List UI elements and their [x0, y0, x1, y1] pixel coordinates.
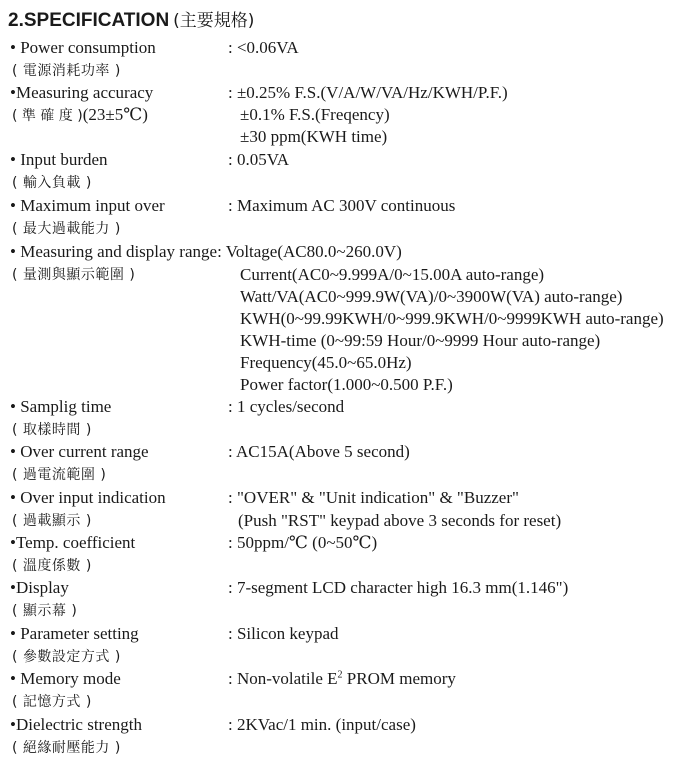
- measuring-accuracy-value: : ±0.25% F.S.(V/A/W/VA/Hz/KWH/P.F.): [228, 83, 508, 102]
- parameter-setting-value: : Silicon keypad: [228, 624, 339, 643]
- memory-mode-superscript: 2: [337, 669, 343, 681]
- over-input-label: • Over input indication: [10, 488, 166, 507]
- input-burden-label: • Input burden: [10, 150, 108, 169]
- accuracy-condition: (23±5℃): [82, 105, 148, 124]
- memory-mode-value: [228, 668, 456, 690]
- measuring-range-label: • Measuring and display range: Voltage(AC80.0~260.0V): [10, 242, 402, 261]
- section-title-chinese: (主要規格): [173, 11, 255, 31]
- range-power-factor: Power factor(1.000~0.500 P.F.): [240, 375, 453, 394]
- measuring-accuracy-label: •Measuring accuracy: [10, 83, 154, 102]
- input-burden-chinese: ( 輸入負載 ): [12, 175, 92, 191]
- power-consumption-value: : <0.06VA: [228, 38, 299, 57]
- measuring-accuracy-kwh-time: ±30 ppm(KWH time): [240, 127, 388, 146]
- parameter-setting-chinese: ( 參數設定方式 ): [12, 649, 121, 665]
- section-title: 2.SPECIFICATION: [8, 10, 170, 31]
- over-input-value: : "OVER" & "Unit indication" & "Buzzer": [228, 488, 519, 507]
- memory-mode-chinese: ( 記憶方式 ): [12, 694, 92, 710]
- memory-mode-value-suffix: PROM memory: [342, 669, 456, 688]
- input-burden-value: : 0.05VA: [228, 150, 290, 169]
- display-label: •Display: [10, 578, 69, 597]
- over-input-chinese: ( 過載顯示 ): [12, 513, 92, 529]
- power-consumption-chinese: ( 電源消耗功率 ): [12, 63, 121, 79]
- parameter-setting-label: • Parameter setting: [10, 624, 139, 643]
- over-input-reset-note: (Push "RST" keypad above 3 seconds for reset): [238, 511, 562, 530]
- sampling-time-value: : 1 cycles/second: [228, 397, 345, 416]
- temp-coefficient-value: : 50ppm/℃ (0~50℃): [228, 533, 378, 552]
- over-current-value: : AC15A(Above 5 second): [228, 442, 410, 461]
- range-watt-va: Watt/VA(AC0~999.9W(VA)/0~3900W(VA) auto-range): [240, 287, 623, 306]
- over-current-label: • Over current range: [10, 442, 149, 461]
- range-frequency: Frequency(45.0~65.0Hz): [240, 353, 412, 372]
- dielectric-strength-label: •Dielectric strength: [10, 715, 142, 734]
- measuring-accuracy-chinese: [12, 104, 148, 127]
- max-input-chinese: ( 最大過載能力 ): [12, 221, 121, 237]
- dielectric-strength-value: : 2KVac/1 min. (input/case): [228, 715, 416, 734]
- sampling-time-chinese: ( 取樣時間 ): [12, 422, 92, 438]
- temp-coefficient-label: •Temp. coefficient: [10, 533, 136, 552]
- over-current-chinese: ( 過電流範圍 ): [12, 467, 107, 483]
- range-current: Current(AC0~9.999A/0~15.00A auto-range): [240, 265, 545, 284]
- temp-coefficient-chinese: ( 溫度係數 ): [12, 558, 92, 574]
- power-consumption-label: • Power consumption: [10, 38, 156, 57]
- range-kwh: KWH(0~99.99KWH/0~999.9KWH/0~9999KWH auto-range): [240, 309, 664, 328]
- display-value: : 7-segment LCD character high 16.3 mm(1.146"): [228, 578, 569, 597]
- max-input-label: • Maximum input over: [10, 196, 165, 215]
- measuring-accuracy-frequency: ±0.1% F.S.(Freqency): [240, 105, 390, 124]
- sampling-time-label: • Samplig time: [10, 397, 112, 416]
- memory-mode-label: • Memory mode: [10, 669, 121, 688]
- memory-mode-value-prefix: : Non-volatile E: [228, 669, 338, 688]
- max-input-value: : Maximum AC 300V continuous: [228, 196, 456, 215]
- accuracy-chinese-text: ( 準 確 度 ): [12, 108, 83, 124]
- display-chinese: ( 顯示幕 ): [12, 603, 78, 619]
- range-kwh-time: KWH-time (0~99:59 Hour/0~9999 Hour auto-range): [240, 331, 601, 350]
- measuring-range-chinese: ( 量測與顯示範圍 ): [12, 267, 136, 283]
- dielectric-strength-chinese: ( 絕緣耐壓能力 ): [12, 740, 121, 756]
- section-heading: [8, 6, 254, 32]
